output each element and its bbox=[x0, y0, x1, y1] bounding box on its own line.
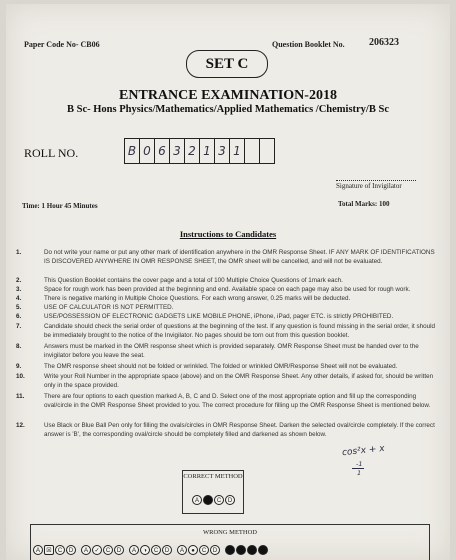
roll-digit: 1 bbox=[230, 139, 245, 163]
correct-method-bubbles bbox=[192, 495, 235, 505]
instruction-text: This Question Booklet contains the cover page and a total of 100 Multiple Choice Questions of 1mark each. bbox=[44, 277, 343, 284]
instruction-number: 8. bbox=[16, 343, 22, 350]
instruction-number: 7. bbox=[16, 323, 22, 330]
exam-time: Time: 1 Hour 45 Minutes bbox=[22, 202, 98, 210]
signature-line bbox=[336, 180, 416, 181]
instruction-text: USE OF CALCULATOR IS NOT PERMITTED. bbox=[44, 304, 174, 311]
roll-digit: 2 bbox=[185, 139, 200, 163]
bubble-c: C bbox=[214, 495, 224, 505]
booklet-number: 206323 bbox=[369, 37, 399, 48]
booklet-number-label: Question Booklet No. bbox=[272, 40, 345, 49]
bubble: A bbox=[33, 545, 43, 555]
instruction-text: Answers must be marked in the OMR response sheet which is provided separately. OMR Response Sheet must be handed over to the invigilator before you leave the seat. bbox=[44, 343, 419, 359]
bubble-d: D bbox=[225, 495, 235, 505]
bubble: A bbox=[129, 545, 139, 555]
roll-number-boxes[interactable] bbox=[124, 138, 275, 164]
bubble: C bbox=[103, 545, 113, 555]
bubble-filled: ● bbox=[225, 545, 235, 555]
wrong-method-label: WRONG METHOD bbox=[203, 529, 257, 536]
instruction-item bbox=[16, 248, 446, 275]
wrong-example-half bbox=[129, 545, 172, 555]
wrong-example-dot bbox=[177, 545, 220, 555]
instruction-number: 10. bbox=[16, 373, 25, 380]
bubble-half-filled: ◑ bbox=[140, 545, 150, 555]
instruction-text: Candidate should check the serial order of questions at the beginning of the test. If any question is found missing in the serial order, it should be immediately brought to the notice of the Invigilator. No pages should be torn out from this question booklet. bbox=[44, 323, 435, 339]
instruction-text: USE/POSSESSION OF ELECTRONIC GADGETS LIKE MOBILE PHONE, iPhone, iPad, pager ETC. is strictly PROHIBITED. bbox=[44, 313, 394, 320]
signature-label: Signature of Invigilator bbox=[336, 182, 402, 190]
bubble: A bbox=[177, 545, 187, 555]
instruction-number: 3. bbox=[16, 286, 22, 293]
wrong-method-box bbox=[30, 524, 430, 560]
exam-subtitle: B Sc- Hons Physics/Mathematics/Applied Mathematics /Chemistry/B Sc bbox=[67, 104, 389, 115]
correct-method-label: CORRECT METHOD bbox=[183, 473, 243, 480]
roll-digit: 3 bbox=[170, 139, 185, 163]
bubble-crossed: ☒ bbox=[44, 545, 54, 555]
instruction-number: 1. bbox=[16, 249, 22, 256]
instruction-number: 4. bbox=[16, 295, 22, 302]
roll-digit: 3 bbox=[215, 139, 230, 163]
instruction-text: Write your Roll Number in the appropriate space (above) and on the OMR Response Sheet. Any other details, if asked for, should be written only in the space provided. bbox=[44, 373, 434, 389]
bubble: D bbox=[162, 545, 172, 555]
instruction-number: 2. bbox=[16, 277, 22, 284]
bubble-filled: ● bbox=[258, 545, 268, 555]
instruction-number: 6. bbox=[16, 313, 22, 320]
instruction-text: Use Black or Blue Ball Pen only for filling the ovals/circles in OMR Response Sheet. Darken the selected oval/circle completely. If the correct answer is 'B', the corresponding oval/circle should be completely filled and darkened as shown below. bbox=[44, 422, 435, 438]
instruction-text: Space for rough work has been provided at the beginning and end. Available space on each page may also be used for rough work. bbox=[44, 286, 411, 293]
bubble-b-filled: B bbox=[203, 495, 213, 505]
instruction-number: 12. bbox=[16, 422, 25, 429]
handwritten-fraction-bottom: 1 bbox=[357, 469, 362, 477]
bubble: C bbox=[199, 545, 209, 555]
wrong-example-tick bbox=[81, 545, 124, 555]
question-booklet-cover bbox=[6, 4, 450, 560]
instruction-text: There are four options to each question marked A, B, C and D. Select one of the most appropriate option and fill up the corresponding oval/circle in the OMR Response Sheet provided to you. The correct procedure for filling up the OMR Response Sheet is mentioned below. bbox=[44, 393, 431, 409]
bubble-filled: ● bbox=[236, 545, 246, 555]
wrong-method-examples bbox=[33, 545, 268, 555]
roll-digit: B bbox=[125, 139, 140, 163]
bubble: A bbox=[81, 545, 91, 555]
bubble-filled: ● bbox=[247, 545, 257, 555]
roll-digit: 6 bbox=[155, 139, 170, 163]
instruction-number: 9. bbox=[16, 363, 22, 370]
correct-method-box bbox=[182, 470, 244, 514]
instruction-number: 5. bbox=[16, 304, 22, 311]
bubble: D bbox=[114, 545, 124, 555]
bubble-a: A bbox=[192, 495, 202, 505]
instruction-text: There is negative marking in Multiple Choice Questions. For each wrong answer, 0.25 marks will be deducted. bbox=[44, 295, 351, 302]
roll-digit: 1 bbox=[200, 139, 215, 163]
roll-digit-empty bbox=[245, 139, 260, 163]
instruction-number: 11. bbox=[16, 393, 25, 400]
wrong-example-cross bbox=[33, 545, 76, 555]
bubble: D bbox=[66, 545, 76, 555]
total-marks: Total Marks: 100 bbox=[338, 200, 390, 208]
set-badge: SET C bbox=[186, 50, 268, 78]
handwritten-fraction-top: -1 bbox=[356, 460, 363, 468]
roll-digit-empty bbox=[260, 139, 274, 163]
bubble: D bbox=[210, 545, 220, 555]
roll-number-label: ROLL NO. bbox=[24, 146, 79, 160]
instructions-title: Instructions to Candidates bbox=[179, 229, 277, 239]
roll-digit: 0 bbox=[140, 139, 155, 163]
instruction-text: The OMR response sheet should not be folded or wrinkled. The folded or wrinkled OMR/Response Sheet will not be evaluated. bbox=[44, 363, 398, 370]
bubble-dotted: ● bbox=[188, 545, 198, 555]
bubble: C bbox=[55, 545, 65, 555]
handwritten-expression: cos²x + x bbox=[341, 443, 386, 459]
paper-code: Paper Code No- CB06 bbox=[24, 40, 100, 49]
wrong-example-all-filled bbox=[225, 545, 268, 555]
bubble: C bbox=[151, 545, 161, 555]
bubble-ticked: ✓ bbox=[92, 545, 102, 555]
exam-title: ENTRANCE EXAMINATION-2018 bbox=[119, 88, 337, 103]
instruction-text: Do not write your name or put any other mark of identification anywhere in the OMR Response Sheet. IF ANY MARK OF IDENTIFICATIONS IS DISCOVERED ANYWHERE IN OMR RESPONSE SHEET, the OMR sheet will be cancelled, and will not be evaluated. bbox=[44, 249, 435, 265]
